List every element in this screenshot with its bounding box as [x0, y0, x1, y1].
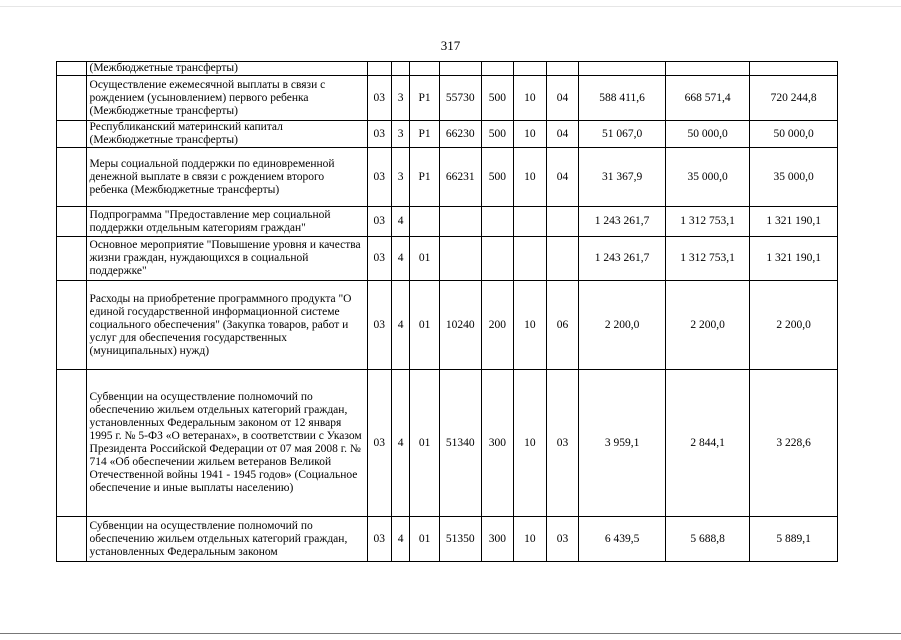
code-cell-5 [481, 237, 514, 281]
code-cell-4: 66230 [439, 121, 481, 148]
expense-name-cell: Осуществление ежемесячной выплаты в связи с рождением (усыновлением) первого ребенка (Межбюджетные трансферты) [86, 76, 367, 121]
amount-cell-2: 2 200,0 [665, 281, 750, 370]
blank-cell [57, 370, 87, 517]
amount-cell-1 [579, 62, 666, 76]
code-cell-6 [514, 237, 547, 281]
page-number: 317 [440, 38, 461, 53]
table-row [57, 237, 838, 281]
code-cell-5: 300 [481, 370, 514, 517]
code-cell-6: 10 [514, 370, 547, 517]
code-cell-2 [391, 62, 409, 76]
amount-cell-1: 6 439,5 [579, 517, 666, 562]
code-cell-2: 4 [391, 517, 409, 562]
code-cell-7: 03 [546, 517, 579, 562]
code-cell-3: P1 [410, 148, 440, 207]
blank-cell [57, 148, 87, 207]
code-cell-3 [410, 207, 440, 237]
blank-cell [57, 76, 87, 121]
code-cell-7: 06 [546, 281, 579, 370]
code-cell-4: 51340 [439, 370, 481, 517]
code-cell-2: 3 [391, 121, 409, 148]
blank-cell [57, 517, 87, 562]
amount-cell-2: 1 312 753,1 [665, 207, 750, 237]
code-cell-3: 01 [410, 517, 440, 562]
amount-cell-2: 668 571,4 [665, 76, 750, 121]
code-cell-1: 03 [367, 76, 391, 121]
code-cell-6: 10 [514, 121, 547, 148]
code-cell-6: 10 [514, 517, 547, 562]
amount-cell-1: 3 959,1 [579, 370, 666, 517]
amount-cell-1: 51 067,0 [579, 121, 666, 148]
table-row [57, 76, 838, 121]
code-cell-5: 300 [481, 517, 514, 562]
code-cell-2: 4 [391, 281, 409, 370]
table-row [57, 517, 838, 562]
amount-cell-3: 3 228,6 [750, 370, 838, 517]
expense-name-cell: Республиканский материнский капитал (Межбюджетные трансферты) [86, 121, 367, 148]
code-cell-5: 200 [481, 281, 514, 370]
amount-cell-2: 2 844,1 [665, 370, 750, 517]
blank-cell [57, 237, 87, 281]
blank-cell [57, 62, 87, 76]
amount-cell-2 [665, 62, 750, 76]
code-cell-6 [514, 62, 547, 76]
expense-name-cell: (Межбюджетные трансферты) [86, 62, 367, 76]
amount-cell-3: 1 321 190,1 [750, 207, 838, 237]
code-cell-3: 01 [410, 237, 440, 281]
expense-name-cell: Расходы на приобретение программного продукта "О единой государственной информационной системе социального обеспечения" (Закупка товаров, работ и услуг для обеспечения государственных (муниципальных) нужд) [86, 281, 367, 370]
amount-cell-3: 5 889,1 [750, 517, 838, 562]
blank-cell [57, 121, 87, 148]
amount-cell-1: 2 200,0 [579, 281, 666, 370]
blank-cell [57, 281, 87, 370]
code-cell-3: P1 [410, 76, 440, 121]
code-cell-1: 03 [367, 237, 391, 281]
table-row [57, 370, 838, 517]
code-cell-5: 500 [481, 148, 514, 207]
amount-cell-3: 2 200,0 [750, 281, 838, 370]
code-cell-2: 4 [391, 207, 409, 237]
code-cell-1: 03 [367, 281, 391, 370]
scan-edge-bottom [0, 633, 901, 634]
code-cell-4: 51350 [439, 517, 481, 562]
expense-name-cell: Субвенции на осуществление полномочий по обеспечению жильем отдельных категорий граждан, установленных Федеральным законом от 12 января 1995 г. № 5-ФЗ «О ветеранах», в соответствии с Указом Президента Российской Федерации от 07 мая 2008 г. № 714 «Об обеспечении жильем ветеранов Великой Отечественной войны 1941 - 1945 годов» (Социальное обеспечение и иные выплаты населению) [86, 370, 367, 517]
amount-cell-3: 720 244,8 [750, 76, 838, 121]
code-cell-1: 03 [367, 207, 391, 237]
code-cell-6 [514, 207, 547, 237]
code-cell-5 [481, 62, 514, 76]
scan-edge-top [0, 6, 901, 7]
code-cell-5: 500 [481, 121, 514, 148]
amount-cell-3: 35 000,0 [750, 148, 838, 207]
code-cell-3 [410, 62, 440, 76]
code-cell-7 [546, 207, 579, 237]
amount-cell-3: 50 000,0 [750, 121, 838, 148]
amount-cell-3 [750, 62, 838, 76]
code-cell-7: 03 [546, 370, 579, 517]
blank-cell [57, 207, 87, 237]
code-cell-6: 10 [514, 281, 547, 370]
code-cell-6: 10 [514, 76, 547, 121]
code-cell-7 [546, 62, 579, 76]
amount-cell-1: 31 367,9 [579, 148, 666, 207]
code-cell-2: 4 [391, 370, 409, 517]
code-cell-7: 04 [546, 148, 579, 207]
code-cell-7 [546, 237, 579, 281]
code-cell-4: 66231 [439, 148, 481, 207]
code-cell-4 [439, 237, 481, 281]
expense-name-cell: Меры социальной поддержки по единовременной денежной выплате в связи с рождением второго ребенка (Межбюджетные трансферты) [86, 148, 367, 207]
code-cell-5: 500 [481, 76, 514, 121]
amount-cell-2: 50 000,0 [665, 121, 750, 148]
amount-cell-1: 1 243 261,7 [579, 237, 666, 281]
table-row [57, 148, 838, 207]
amount-cell-2: 35 000,0 [665, 148, 750, 207]
code-cell-4 [439, 62, 481, 76]
expense-name-cell: Основное мероприятие "Повышение уровня и качества жизни граждан, нуждающихся в социальной поддержке" [86, 237, 367, 281]
code-cell-2: 3 [391, 76, 409, 121]
code-cell-6: 10 [514, 148, 547, 207]
code-cell-1: 03 [367, 370, 391, 517]
code-cell-7: 04 [546, 121, 579, 148]
code-cell-1: 03 [367, 121, 391, 148]
expense-name-cell: Подпрограмма "Предоставление мер социальной поддержки отдельным категориям граждан" [86, 207, 367, 237]
code-cell-4: 55730 [439, 76, 481, 121]
amount-cell-2: 5 688,8 [665, 517, 750, 562]
table-row [57, 62, 838, 76]
code-cell-1: 03 [367, 148, 391, 207]
amount-cell-1: 588 411,6 [579, 76, 666, 121]
code-cell-2: 4 [391, 237, 409, 281]
code-cell-1: 03 [367, 517, 391, 562]
code-cell-3: P1 [410, 121, 440, 148]
code-cell-7: 04 [546, 76, 579, 121]
code-cell-2: 3 [391, 148, 409, 207]
code-cell-5 [481, 207, 514, 237]
table-row [57, 121, 838, 148]
code-cell-3: 01 [410, 370, 440, 517]
code-cell-1 [367, 62, 391, 76]
amount-cell-1: 1 243 261,7 [579, 207, 666, 237]
expense-name-cell: Субвенции на осуществление полномочий по обеспечению жильем отдельных категорий граждан, установленных Федеральным законом [86, 517, 367, 562]
table-row [57, 281, 838, 370]
code-cell-4: 10240 [439, 281, 481, 370]
table-row [57, 207, 838, 237]
amount-cell-2: 1 312 753,1 [665, 237, 750, 281]
amount-cell-3: 1 321 190,1 [750, 237, 838, 281]
code-cell-3: 01 [410, 281, 440, 370]
code-cell-4 [439, 207, 481, 237]
budget-table [56, 61, 838, 562]
